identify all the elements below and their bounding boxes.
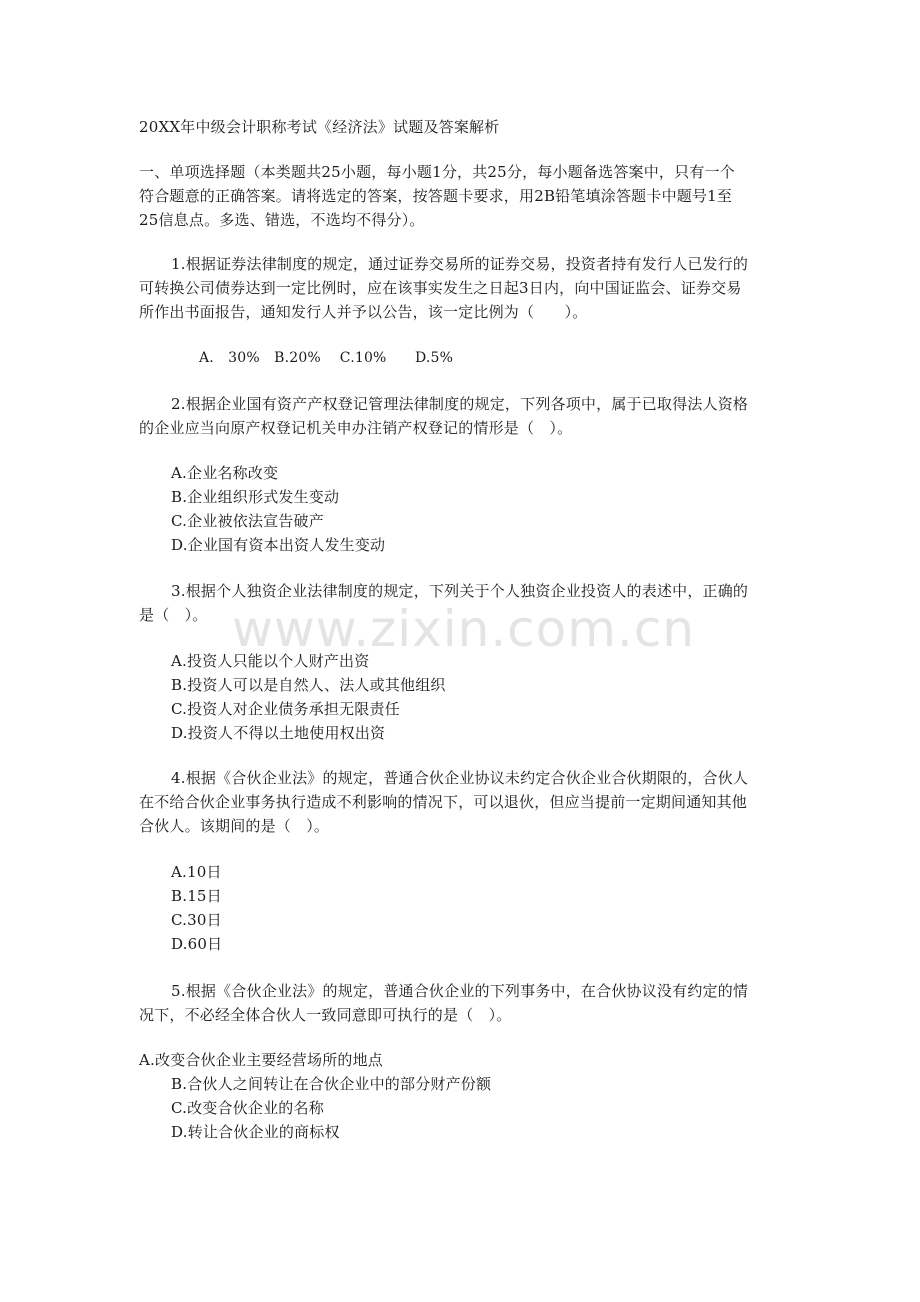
question-2-option-b: B.企业组织形式发生变动	[171, 488, 340, 506]
site-watermark: www.zixin.com.cn	[232, 600, 696, 658]
question-3-option-c: C.投资人对企业债务承担无限责任	[171, 700, 400, 718]
question-5-option-d: D.转让合伙企业的商标权	[171, 1123, 340, 1141]
question-4-option-d: D.60日	[171, 935, 223, 953]
question-3-option-b: B.投资人可以是自然人、法人或其他组织	[171, 676, 446, 694]
question-3-option-d: D.投资人不得以土地使用权出资	[171, 724, 386, 742]
question-2-stem-line-1: 2.根据企业国有资产产权登记管理法律制度的规定，下列各项中，属于已取得法人资格	[171, 395, 749, 413]
question-5-option-b: B.合伙人之间转让在合伙企业中的部分财产份额	[171, 1075, 492, 1093]
question-5-option-a: A.改变合伙企业主要经营场所的地点	[139, 1051, 384, 1069]
question-4-stem-line-2: 在不给合伙企业事务执行造成不利影响的情况下，可以退伙，但应当提前一定期间通知其他	[139, 793, 748, 811]
question-4-option-a: A.10日	[171, 863, 222, 881]
question-3-stem-line-2: 是（ ）。	[139, 606, 208, 624]
question-5-option-c: C.改变合伙企业的名称	[171, 1099, 324, 1117]
question-4-option-c: C.30日	[171, 911, 222, 929]
question-5-stem-line-1: 5.根据《合伙企业法》的规定，普通合伙企业的下列事务中，在合伙协议没有约定的情	[171, 982, 749, 1000]
section-instructions-line-2: 符合题意的正确答案。请将选定的答案，按答题卡要求，用2B铅笔填涂答题卡中题号1至	[139, 187, 733, 205]
question-1-stem-line-2: 可转换公司债券达到一定比例时，应在该事实发生之日起3日内，向中国证监会、证券交易	[139, 279, 742, 297]
question-4-option-b: B.15日	[171, 887, 222, 905]
question-3-stem-line-1: 3.根据个人独资企业法律制度的规定，下列关于个人独资企业投资人的表述中，正确的	[171, 582, 749, 600]
section-instructions-line-1: 一、单项选择题（本类题共25小题，每小题1分，共25分，每小题备选答案中，只有一个	[139, 163, 735, 181]
question-2-option-c: C.企业被依法宣告破产	[171, 512, 324, 530]
question-4-stem-line-1: 4.根据《合伙企业法》的规定，普通合伙企业协议未约定合伙企业合伙期限的，合伙人	[171, 769, 749, 787]
document-title: 20XX年中级会计职称考试《经济法》试题及答案解析	[139, 118, 500, 136]
question-1-stem-line-3: 所作出书面报告，通知发行人并予以公告，该一定比例为（ ）。	[139, 303, 588, 321]
question-4-stem-line-3: 合伙人。该期间的是（ ）。	[139, 817, 330, 835]
question-5-stem-line-2: 况下，不必经全体合伙人一致同意即可执行的是（ ）。	[139, 1006, 512, 1024]
question-2-option-d: D.企业国有资本出资人发生变动	[171, 536, 386, 554]
section-instructions-line-3: 25信息点。多选、错选，不选均不得分）。	[139, 211, 425, 229]
question-1-stem-line-1: 1.根据证券法律制度的规定，通过证券交易所的证券交易，投资者持有发行人已发行的	[171, 255, 749, 273]
question-2-stem-line-2: 的企业应当向原产权登记机关申办注销产权登记的情形是（ ）。	[139, 419, 573, 437]
question-3-option-a: A.投资人只能以个人财产出资	[171, 652, 370, 670]
question-1-options: A. 30% B.20% C.10% D.5%	[199, 350, 454, 366]
question-2-option-a: A.企业名称改变	[171, 464, 279, 482]
